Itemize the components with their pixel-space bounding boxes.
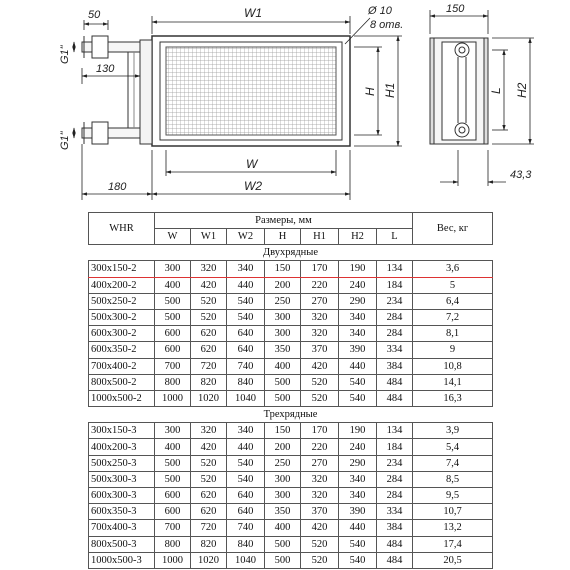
- dimension-cell: 200: [265, 277, 301, 293]
- table-row: [89, 455, 493, 471]
- table-row: [89, 471, 493, 487]
- header-weight: Вес, кг: [413, 213, 493, 245]
- weight-cell: 20,5: [413, 552, 493, 568]
- dimension-cell: 540: [227, 471, 265, 487]
- dim-g1-top: G1": [59, 45, 71, 64]
- dimension-cell: 334: [377, 504, 413, 520]
- header-col-w1: W1: [191, 229, 227, 245]
- weight-cell: 17,4: [413, 536, 493, 552]
- weight-cell: 5,4: [413, 439, 493, 455]
- dimension-cell: 234: [377, 293, 413, 309]
- dimension-cell: 540: [227, 309, 265, 325]
- dimension-cell: 350: [265, 342, 301, 358]
- dimension-cell: 420: [191, 277, 227, 293]
- dimension-cell: 320: [301, 471, 339, 487]
- dimension-cell: 340: [339, 326, 377, 342]
- dimension-cell: 284: [377, 309, 413, 325]
- dimension-cell: 300: [265, 309, 301, 325]
- dimension-cell: 620: [191, 342, 227, 358]
- dimension-cell: 800: [155, 374, 191, 390]
- dimension-cell: 384: [377, 520, 413, 536]
- dimension-cell: 440: [339, 520, 377, 536]
- dimension-cell: 250: [265, 455, 301, 471]
- model-cell: 1000x500-2: [89, 390, 155, 406]
- weight-cell: 9,5: [413, 488, 493, 504]
- dimension-cell: 300: [155, 423, 191, 439]
- dimension-cell: 440: [339, 358, 377, 374]
- dimension-cell: 520: [191, 309, 227, 325]
- model-cell: 400x200-3: [89, 439, 155, 455]
- dimension-cell: 484: [377, 552, 413, 568]
- dim-50: 50: [88, 9, 101, 21]
- dimension-cell: 520: [301, 390, 339, 406]
- model-cell: 800x500-3: [89, 536, 155, 552]
- table-row: [89, 277, 493, 293]
- dimension-cell: 520: [191, 293, 227, 309]
- dimension-cell: 270: [301, 455, 339, 471]
- dimension-cell: 190: [339, 423, 377, 439]
- model-cell: 300x150-3: [89, 423, 155, 439]
- table-row: [89, 552, 493, 568]
- model-cell: 800x500-2: [89, 374, 155, 390]
- dimension-cell: 1040: [227, 552, 265, 568]
- table-row: [89, 504, 493, 520]
- dimension-cell: 720: [191, 358, 227, 374]
- header-col-w2: W2: [227, 229, 265, 245]
- dimension-cell: 420: [301, 520, 339, 536]
- dimension-cell: 520: [301, 536, 339, 552]
- table-row: [89, 439, 493, 455]
- model-cell: 500x300-2: [89, 309, 155, 325]
- bottom-connector: [455, 123, 469, 137]
- weight-cell: 16,3: [413, 390, 493, 406]
- table-row: [89, 293, 493, 309]
- specs-body: [89, 245, 493, 569]
- dim-h1: H1: [383, 82, 397, 98]
- dimension-cell: 640: [227, 504, 265, 520]
- dimension-cell: 1000: [155, 390, 191, 406]
- header-dimensions-group: Размеры, мм: [155, 213, 413, 229]
- dimension-cell: 600: [155, 326, 191, 342]
- dim-130: 130: [96, 63, 115, 75]
- dim-h2: H2: [515, 82, 529, 98]
- table-row: [89, 536, 493, 552]
- dimension-cell: 500: [155, 309, 191, 325]
- model-cell: 500x300-3: [89, 471, 155, 487]
- dimension-cell: 520: [301, 552, 339, 568]
- model-cell: 1000x500-3: [89, 552, 155, 568]
- dimension-cell: 184: [377, 277, 413, 293]
- dim-holes: 8 отв.: [370, 19, 404, 31]
- dimension-cell: 820: [191, 374, 227, 390]
- weight-cell: 5: [413, 277, 493, 293]
- dimension-cell: 500: [265, 390, 301, 406]
- dimension-cell: 500: [265, 374, 301, 390]
- dim-w: W: [246, 157, 258, 171]
- weight-cell: 6,4: [413, 293, 493, 309]
- table-row: [89, 261, 493, 277]
- header-body: [140, 40, 152, 144]
- dimension-cell: 600: [155, 504, 191, 520]
- mesh-panel: [166, 47, 336, 135]
- dimension-cell: 270: [301, 293, 339, 309]
- model-cell: 300x150-2: [89, 261, 155, 277]
- header-col-w: W: [155, 229, 191, 245]
- dimension-cell: 484: [377, 536, 413, 552]
- dim-150: 150: [446, 3, 465, 15]
- dimension-cell: 640: [227, 326, 265, 342]
- weight-cell: 14,1: [413, 374, 493, 390]
- dimension-cell: 350: [265, 504, 301, 520]
- dimension-cell: 284: [377, 488, 413, 504]
- model-cell: 700x400-3: [89, 520, 155, 536]
- dimension-cell: 540: [339, 390, 377, 406]
- dimension-cell: 220: [301, 277, 339, 293]
- dimension-cell: 250: [265, 293, 301, 309]
- dimension-cell: 370: [301, 342, 339, 358]
- weight-cell: 8,1: [413, 326, 493, 342]
- dimension-cell: 500: [155, 471, 191, 487]
- dimension-cell: 290: [339, 293, 377, 309]
- table-row: [89, 342, 493, 358]
- dimension-cell: 390: [339, 342, 377, 358]
- model-cell: 600x350-3: [89, 504, 155, 520]
- dimension-cell: 500: [155, 455, 191, 471]
- dim-w1: W1: [244, 6, 262, 20]
- dimension-cell: 1040: [227, 390, 265, 406]
- dim-h: H: [363, 87, 377, 96]
- table-row: [89, 520, 493, 536]
- dimension-cell: 700: [155, 358, 191, 374]
- weight-cell: 3,6: [413, 261, 493, 277]
- weight-cell: 10,8: [413, 358, 493, 374]
- section-title: Двухрядные: [89, 245, 493, 261]
- dim-180: 180: [108, 181, 127, 193]
- dimension-cell: 1020: [191, 552, 227, 568]
- model-cell: 500x250-2: [89, 293, 155, 309]
- dimension-cell: 340: [227, 261, 265, 277]
- model-cell: 400x200-2: [89, 277, 155, 293]
- dimension-cell: 190: [339, 261, 377, 277]
- dimension-cell: 484: [377, 390, 413, 406]
- dimension-cell: 500: [265, 552, 301, 568]
- weight-cell: 10,7: [413, 504, 493, 520]
- dimension-cell: 420: [191, 439, 227, 455]
- dimension-cell: 520: [191, 471, 227, 487]
- dimension-cell: 220: [301, 439, 339, 455]
- weight-cell: 3,9: [413, 423, 493, 439]
- dimension-cell: 320: [191, 423, 227, 439]
- dimension-cell: 1000: [155, 552, 191, 568]
- dimension-cell: 640: [227, 488, 265, 504]
- dimension-cell: 200: [265, 439, 301, 455]
- dimension-cell: 600: [155, 342, 191, 358]
- table-row: [89, 390, 493, 406]
- dimension-cell: 300: [265, 471, 301, 487]
- outlet-pipe: [82, 128, 140, 138]
- dim-l: L: [489, 87, 503, 94]
- header-col-h1: H1: [301, 229, 339, 245]
- front-view: [82, 36, 350, 146]
- dim-g1-bottom: G1": [59, 131, 71, 150]
- dimension-cell: 540: [339, 552, 377, 568]
- dimension-cell: 500: [155, 293, 191, 309]
- section-title: Трехрядные: [89, 407, 493, 423]
- weight-cell: 7,4: [413, 455, 493, 471]
- model-cell: 500x250-3: [89, 455, 155, 471]
- dimension-cell: 134: [377, 261, 413, 277]
- header-col-l: L: [377, 229, 413, 245]
- dimension-cell: 284: [377, 471, 413, 487]
- dimension-cell: 320: [191, 261, 227, 277]
- dimension-cell: 384: [377, 358, 413, 374]
- dimension-cell: 290: [339, 455, 377, 471]
- dimension-cell: 150: [265, 423, 301, 439]
- top-connector: [455, 43, 469, 57]
- dimension-cell: 400: [265, 520, 301, 536]
- dimension-cell: 340: [339, 309, 377, 325]
- model-cell: 600x300-3: [89, 488, 155, 504]
- model-cell: 600x350-2: [89, 342, 155, 358]
- section-row: [89, 245, 493, 261]
- dimension-cell: 500: [265, 536, 301, 552]
- dim-43: 43,3: [510, 169, 532, 181]
- dimension-cell: 170: [301, 261, 339, 277]
- dimension-cell: 620: [191, 488, 227, 504]
- dimension-cell: 840: [227, 374, 265, 390]
- dimension-cell: 320: [301, 488, 339, 504]
- dimension-cell: 520: [191, 455, 227, 471]
- dimension-cell: 184: [377, 439, 413, 455]
- weight-cell: 8,5: [413, 471, 493, 487]
- dimension-cell: 390: [339, 504, 377, 520]
- dimension-cell: 170: [301, 423, 339, 439]
- dim-diameter: Ø 10: [368, 5, 392, 17]
- dimension-cell: 320: [301, 326, 339, 342]
- dimension-cell: 600: [155, 488, 191, 504]
- dimension-cell: 800: [155, 536, 191, 552]
- dimension-cell: 740: [227, 520, 265, 536]
- dimension-cell: 620: [191, 504, 227, 520]
- dimension-cell: 340: [227, 423, 265, 439]
- dim-w2: W2: [244, 179, 262, 193]
- header-col-h2: H2: [339, 229, 377, 245]
- dimension-cell: 400: [155, 277, 191, 293]
- specs-table: [88, 212, 493, 569]
- inlet-pipe: [82, 42, 140, 52]
- dimension-cell: 420: [301, 358, 339, 374]
- section-row: [89, 407, 493, 423]
- dimension-cell: 700: [155, 520, 191, 536]
- table-row: [89, 374, 493, 390]
- dimension-cell: 540: [227, 293, 265, 309]
- dimension-cell: 134: [377, 423, 413, 439]
- dimension-cell: 720: [191, 520, 227, 536]
- side-view: [430, 38, 488, 144]
- weight-cell: 9: [413, 342, 493, 358]
- dimension-cell: 640: [227, 342, 265, 358]
- weight-cell: 13,2: [413, 520, 493, 536]
- header-model: WHR: [89, 213, 155, 245]
- dimension-cell: 300: [265, 326, 301, 342]
- technical-drawing: [0, 0, 570, 205]
- dimension-cell: 440: [227, 277, 265, 293]
- dimension-cell: 240: [339, 439, 377, 455]
- model-cell: 600x300-2: [89, 326, 155, 342]
- dimension-cell: 340: [339, 471, 377, 487]
- dimension-cell: 840: [227, 536, 265, 552]
- weight-cell: 7,2: [413, 309, 493, 325]
- dimension-cell: 1020: [191, 390, 227, 406]
- table-row: [89, 358, 493, 374]
- dimension-cell: 540: [339, 374, 377, 390]
- dimension-cell: 300: [265, 488, 301, 504]
- dimension-cell: 440: [227, 439, 265, 455]
- dimension-cell: 340: [339, 488, 377, 504]
- dimension-cell: 234: [377, 455, 413, 471]
- table-row: [89, 423, 493, 439]
- dimension-cell: 620: [191, 326, 227, 342]
- dimension-cell: 240: [339, 277, 377, 293]
- dimension-cell: 540: [339, 536, 377, 552]
- dimension-cell: 520: [301, 374, 339, 390]
- table-row: [89, 326, 493, 342]
- table-row: [89, 309, 493, 325]
- dimension-cell: 320: [301, 309, 339, 325]
- dimension-cell: 284: [377, 326, 413, 342]
- dimension-cell: 400: [155, 439, 191, 455]
- dimension-cell: 740: [227, 358, 265, 374]
- dimension-cell: 370: [301, 504, 339, 520]
- dimension-cell: 820: [191, 536, 227, 552]
- header-col-h: H: [265, 229, 301, 245]
- dimension-cell: 334: [377, 342, 413, 358]
- dimension-cell: 300: [155, 261, 191, 277]
- model-cell: 700x400-2: [89, 358, 155, 374]
- dimension-cell: 400: [265, 358, 301, 374]
- table-row: [89, 488, 493, 504]
- dimension-cell: 540: [227, 455, 265, 471]
- dimension-cell: 150: [265, 261, 301, 277]
- dimension-cell: 484: [377, 374, 413, 390]
